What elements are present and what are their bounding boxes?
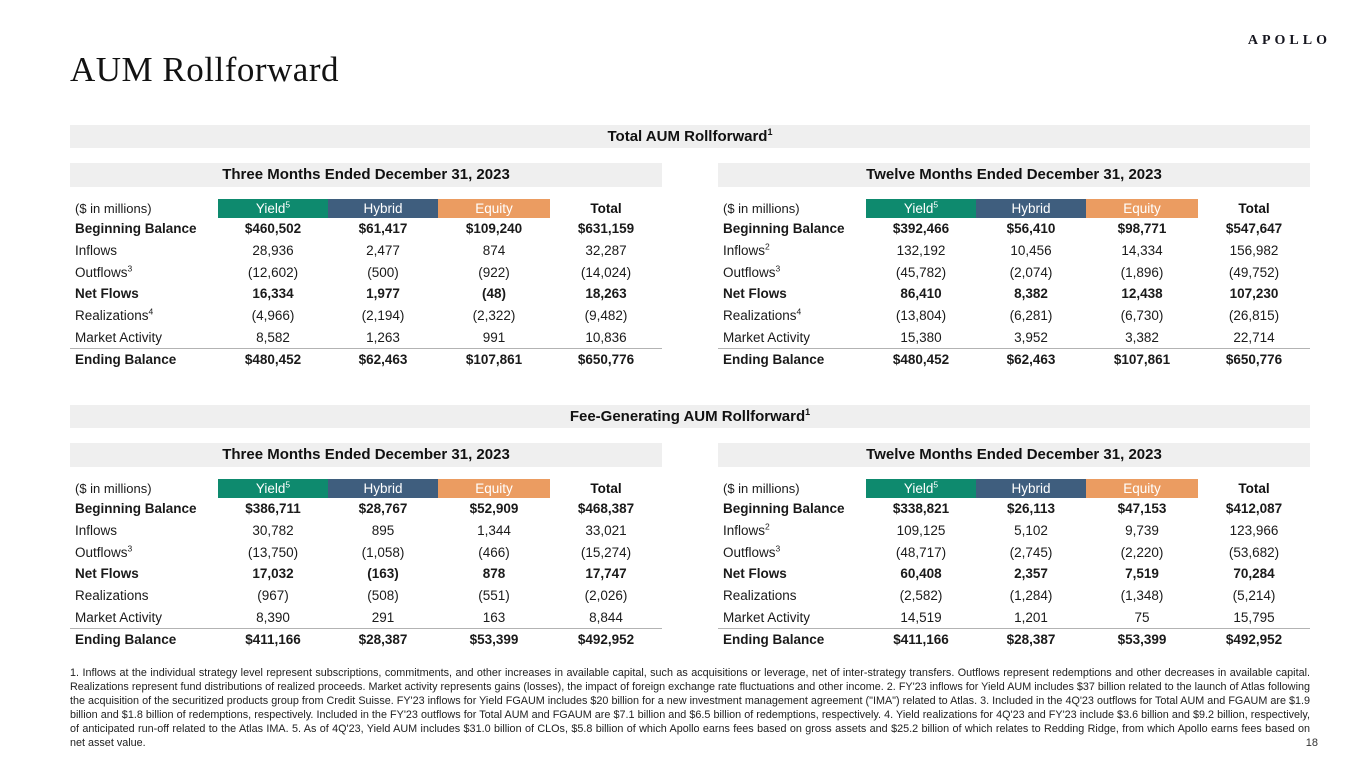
cell: 8,844 (589, 609, 623, 625)
cell: (1,348) (1120, 588, 1164, 604)
cell: (2,220) (1120, 544, 1164, 560)
aum-rollforward-table (70, 479, 662, 650)
column-header-total: Total (1238, 201, 1270, 216)
row-label (70, 261, 218, 283)
table-row (718, 628, 1310, 650)
column-header-hybrid: Hybrid (976, 479, 1086, 498)
cell: (12,602) (247, 264, 299, 280)
table-row (70, 563, 662, 585)
footnote-ref: 3 (127, 543, 133, 554)
cell: 15,795 (1233, 609, 1275, 625)
cell: (466) (478, 544, 510, 560)
cell: $492,952 (550, 628, 662, 650)
row-label: Net Flows (723, 566, 787, 582)
cell: (26,815) (1228, 308, 1280, 324)
row-label: Net Flows (723, 286, 787, 302)
cell: $62,463 (976, 348, 1086, 370)
table-row (718, 240, 1310, 262)
cell: 3,952 (1014, 329, 1048, 345)
row-label-text: Realizations (75, 308, 149, 324)
cell: $62,463 (328, 348, 438, 370)
row-label-text: Realizations (723, 308, 797, 324)
section-header-fee-generating-aum (70, 405, 1310, 428)
period-label: Twelve Months Ended December 31, 2023 (866, 446, 1162, 463)
page-number: 18 (1305, 737, 1318, 749)
row-label: Market Activity (723, 329, 811, 345)
cell: $28,387 (976, 628, 1086, 650)
cell: $650,776 (550, 348, 662, 370)
cell: (2,322) (472, 308, 516, 324)
cell: $631,159 (577, 221, 635, 237)
table-total-aum-12m (718, 163, 1310, 370)
cell: 70,284 (1233, 566, 1275, 582)
footnote-ref: 4 (796, 306, 802, 317)
table-row (70, 240, 662, 262)
column-header-yield (218, 199, 328, 218)
row-label: Market Activity (75, 329, 163, 345)
table-row (70, 498, 662, 520)
period-label: Three Months Ended December 31, 2023 (222, 166, 510, 183)
cell: 9,739 (1125, 523, 1159, 539)
column-header-total: Total (1238, 481, 1270, 496)
column-header-equity: Equity (438, 479, 550, 498)
aum-rollforward-table (70, 199, 662, 370)
cell: $53,399 (1086, 628, 1198, 650)
cell: (13,804) (895, 308, 947, 324)
footnote-ref: 5 (285, 199, 291, 210)
cell: 16,334 (252, 286, 294, 302)
row-label (718, 305, 866, 327)
row-label: Inflows (75, 523, 118, 539)
cell: 1,977 (366, 286, 400, 302)
cell: 15,380 (900, 329, 942, 345)
row-label (70, 541, 218, 563)
row-label: Beginning Balance (75, 501, 197, 517)
cell: (49,752) (1228, 264, 1280, 280)
table-total-aum-3m (70, 163, 662, 370)
footnote-ref: 5 (285, 479, 291, 490)
cell: (15,274) (580, 544, 632, 560)
cell: (2,074) (1009, 264, 1053, 280)
cell: $47,153 (1117, 501, 1167, 517)
cell: 3,382 (1125, 329, 1159, 345)
row-label (718, 541, 866, 563)
table-row (718, 585, 1310, 607)
column-header-equity: Equity (1086, 199, 1198, 218)
period-label: Three Months Ended December 31, 2023 (222, 446, 510, 463)
row-label: Ending Balance (718, 348, 866, 370)
period-header (70, 163, 662, 187)
section-title: Total AUM Rollforward (607, 128, 768, 145)
period-header (718, 163, 1310, 187)
column-header-hybrid: Hybrid (328, 199, 438, 218)
table-fgaum-12m (718, 443, 1310, 650)
cell: $53,399 (438, 628, 550, 650)
footnote-ref: 2 (765, 521, 770, 532)
cell: 163 (482, 609, 506, 625)
column-header-yield (218, 479, 328, 498)
unit-label: ($ in millions) (723, 201, 800, 216)
cell: 874 (482, 243, 506, 259)
cell: 32,287 (585, 243, 627, 259)
unit-label: ($ in millions) (75, 201, 152, 216)
cell: 291 (371, 609, 395, 625)
cell: $460,502 (244, 221, 302, 237)
column-header-total: Total (590, 201, 622, 216)
row-label: Market Activity (723, 609, 811, 625)
unit-label: ($ in millions) (723, 481, 800, 496)
cell: 14,519 (900, 609, 942, 625)
row-label-text: Inflows (723, 523, 766, 539)
cell: (500) (367, 264, 399, 280)
column-label: Yield (903, 201, 934, 216)
cell: 878 (482, 566, 506, 582)
cell: 107,230 (1229, 286, 1279, 302)
cell: (9,482) (584, 308, 628, 324)
cell: $28,767 (358, 501, 408, 517)
table-row (70, 283, 662, 305)
column-label: Yield (255, 201, 286, 216)
cell: 14,334 (1121, 243, 1163, 259)
table-row (70, 606, 662, 628)
row-label: Realizations (75, 588, 149, 604)
row-label: Beginning Balance (75, 221, 197, 237)
cell: $412,087 (1225, 501, 1283, 517)
row-label: Net Flows (75, 566, 139, 582)
row-label-text: Outflows (75, 544, 128, 560)
cell: (48,717) (895, 544, 947, 560)
section-header-total-aum (70, 125, 1310, 148)
cell: (922) (478, 264, 510, 280)
row-label-text: Outflows (723, 264, 776, 280)
cell: 1,263 (366, 329, 400, 345)
column-header-yield (866, 199, 976, 218)
apollo-logo: APOLLO (1247, 33, 1331, 48)
row-label-text: Outflows (723, 544, 776, 560)
cell: $107,861 (438, 348, 550, 370)
footnote-ref: 1 (767, 127, 773, 137)
cell: (1,058) (361, 544, 405, 560)
cell: 109,125 (896, 523, 946, 539)
cell: (2,582) (899, 588, 943, 604)
table-row (70, 585, 662, 607)
cell: (45,782) (895, 264, 947, 280)
row-label: Beginning Balance (723, 501, 845, 517)
cell: $480,452 (218, 348, 328, 370)
cell: 10,836 (585, 329, 627, 345)
row-label-text: Outflows (75, 264, 128, 280)
cell: 7,519 (1125, 566, 1159, 582)
table-row (718, 563, 1310, 585)
table-row (718, 541, 1310, 563)
table-row (70, 305, 662, 327)
cell: $386,711 (245, 501, 301, 517)
cell: $56,410 (1006, 221, 1056, 237)
page-title: AUM Rollforward (70, 50, 339, 89)
table-row (718, 348, 1310, 370)
cell: (163) (367, 566, 399, 582)
cell: 60,408 (900, 566, 942, 582)
table-row (70, 628, 662, 650)
footnote-ref: 5 (933, 199, 939, 210)
column-header-hybrid: Hybrid (976, 199, 1086, 218)
row-label (718, 240, 866, 262)
row-label: Ending Balance (70, 348, 218, 370)
cell: 22,714 (1233, 329, 1275, 345)
cell: (967) (257, 588, 289, 604)
aum-rollforward-table (718, 199, 1310, 370)
cell: $98,771 (1117, 221, 1167, 237)
cell: (6,730) (1120, 308, 1164, 324)
table-row (718, 305, 1310, 327)
row-label (718, 520, 866, 542)
row-label: Ending Balance (718, 628, 866, 650)
cell: $492,952 (1198, 628, 1310, 650)
footnote-ref: 3 (775, 543, 781, 554)
cell: 75 (1134, 609, 1150, 625)
table-row (718, 606, 1310, 628)
table-row (70, 261, 662, 283)
cell: $109,240 (465, 221, 523, 237)
row-label: Net Flows (75, 286, 139, 302)
footnote-ref: 4 (148, 306, 154, 317)
table-row (70, 326, 662, 348)
row-label: Beginning Balance (723, 221, 845, 237)
column-header-equity: Equity (1086, 479, 1198, 498)
table-row (718, 520, 1310, 542)
cell: $547,647 (1225, 221, 1283, 237)
row-label (718, 261, 866, 283)
cell: 30,782 (252, 523, 294, 539)
cell: 12,438 (1121, 286, 1163, 302)
cell: $411,166 (866, 628, 976, 650)
cell: $28,387 (328, 628, 438, 650)
cell: 2,357 (1014, 566, 1048, 582)
column-header-equity: Equity (438, 199, 550, 218)
footnote-ref: 3 (775, 263, 781, 274)
row-label: Market Activity (75, 609, 163, 625)
cell: 2,477 (366, 243, 400, 259)
cell: (2,026) (584, 588, 628, 604)
table-row (718, 326, 1310, 348)
cell: $52,909 (469, 501, 519, 517)
cell: 8,382 (1014, 286, 1048, 302)
row-label: Ending Balance (70, 628, 218, 650)
cell: (4,966) (251, 308, 295, 324)
cell: $650,776 (1198, 348, 1310, 370)
table-row (718, 218, 1310, 240)
column-header-total: Total (590, 481, 622, 496)
cell: (53,682) (1228, 544, 1280, 560)
cell: (14,024) (580, 264, 632, 280)
cell: (5,214) (1232, 588, 1276, 604)
aum-rollforward-table (718, 479, 1310, 650)
cell: 28,936 (252, 243, 294, 259)
table-row (718, 498, 1310, 520)
cell: (508) (367, 588, 399, 604)
cell: $107,861 (1086, 348, 1198, 370)
cell: (2,745) (1009, 544, 1053, 560)
table-fgaum-3m (70, 443, 662, 650)
cell: (6,281) (1009, 308, 1053, 324)
cell: 132,192 (896, 243, 946, 259)
column-label: Yield (255, 481, 286, 496)
period-header (718, 443, 1310, 467)
cell: 17,032 (252, 566, 294, 582)
cell: 1,344 (477, 523, 511, 539)
table-row (718, 261, 1310, 283)
section-title: Fee-Generating AUM Rollforward (569, 408, 806, 425)
footnote-ref: 5 (933, 479, 939, 490)
cell: 8,582 (256, 329, 290, 345)
cell: (1,284) (1009, 588, 1053, 604)
row-label (70, 305, 218, 327)
cell: 123,966 (1229, 523, 1279, 539)
cell: (13,750) (247, 544, 299, 560)
column-header-hybrid: Hybrid (328, 479, 438, 498)
cell: $392,466 (892, 221, 950, 237)
table-row (70, 520, 662, 542)
cell: 991 (482, 329, 506, 345)
cell: 17,747 (585, 566, 627, 582)
cell: $480,452 (866, 348, 976, 370)
row-label: Realizations (723, 588, 797, 604)
cell: $468,387 (577, 501, 635, 517)
cell: (48) (481, 286, 506, 302)
cell: $411,166 (218, 628, 328, 650)
cell: 5,102 (1014, 523, 1048, 539)
cell: 10,456 (1010, 243, 1052, 259)
row-label: Inflows (75, 243, 118, 259)
cell: $61,417 (358, 221, 408, 237)
table-row (70, 348, 662, 370)
footnote-ref: 1 (805, 407, 811, 417)
cell: $26,113 (1006, 501, 1056, 517)
cell: 18,263 (585, 286, 627, 302)
cell: $338,821 (892, 501, 950, 517)
cell: 8,390 (256, 609, 290, 625)
cell: 895 (371, 523, 395, 539)
cell: (1,896) (1120, 264, 1164, 280)
cell: 33,021 (585, 523, 627, 539)
cell: 156,982 (1229, 243, 1279, 259)
cell: 86,410 (900, 286, 942, 302)
row-label-text: Inflows (723, 243, 766, 259)
footnote-ref: 3 (127, 263, 133, 274)
cell: (2,194) (361, 308, 405, 324)
cell: (551) (478, 588, 510, 604)
column-label: Yield (903, 481, 934, 496)
table-row (70, 218, 662, 240)
table-row (70, 541, 662, 563)
footnotes: 1. Inflows at the individual strategy level represent subscriptions, commitments, and other increases in available capital, such as acquisitions or leverage, net of inter-strategy transfers. Outflows represent redemptions and other decreases in available capital. Realizations represent fund distributions of realized proceeds. Market activity represents gains (losses), the impact of foreign exchange rate fluctuations and other income. 2. FY'23 inflows for Yield AUM includes $37 billion related to the launch of Atlas following the acquisition of the securitized products group from Credit Suisse. FY'23 inflows for Yield FGAUM includes $20 billion for a new investment management agreement ("IMA") related to Atlas. 3. Included in the 4Q'23 outflows for Total AUM and FGAUM are $1.9 billion and $1.8 billion of redemptions, respectively. Included in the FY'23 outflows for Total AUM and FGAUM are $7.1 billion and $6.5 billion of redemptions, respectively. 4. Yield realizations for 4Q'23 and FY'23 include $3.6 billion and $9.2 billion, respectively, of anticipated run-off related to the Atlas IMA. 5. As of 4Q'23, Yield AUM includes $31.0 billion of CLOs, $5.8 billion of which Apollo earns fees based on gross assets and $25.2 billion of which relates to Redding Ridge, from which Apollo earns fees based on net asset value. (70, 667, 1310, 749)
cell: 1,201 (1014, 609, 1048, 625)
table-row (718, 283, 1310, 305)
footnote-ref: 2 (765, 241, 770, 252)
unit-label: ($ in millions) (75, 481, 152, 496)
column-header-yield (866, 479, 976, 498)
period-header (70, 443, 662, 467)
period-label: Twelve Months Ended December 31, 2023 (866, 166, 1162, 183)
